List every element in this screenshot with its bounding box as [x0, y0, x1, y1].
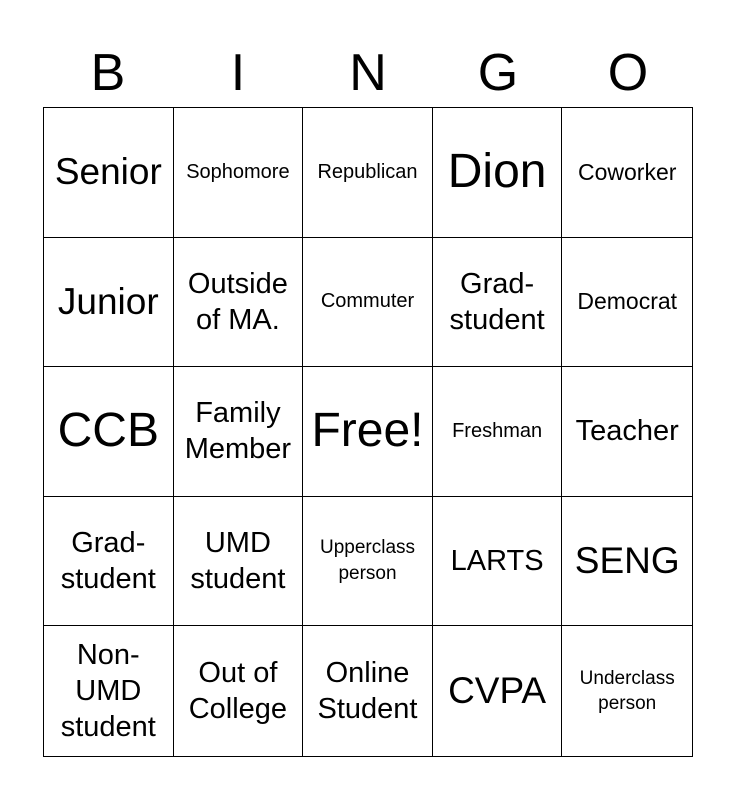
cell-label: Junior: [57, 281, 159, 323]
bingo-cell[interactable]: [44, 238, 174, 368]
cell-label: UMD student: [190, 526, 286, 596]
cell-label: Teacher: [575, 415, 679, 448]
bingo-header: [43, 40, 693, 106]
cell-label: CCB: [57, 404, 159, 458]
cell-label: Dion: [447, 144, 547, 198]
bingo-cell[interactable]: [174, 367, 304, 497]
bingo-cell[interactable]: [303, 497, 433, 627]
cell-label: Out of College: [188, 656, 288, 726]
cell-label: Democrat: [577, 288, 678, 315]
bingo-cell[interactable]: [174, 238, 304, 368]
cell-label: SENG: [574, 540, 680, 582]
cell-label: Family Member: [184, 397, 292, 466]
cell-label: LARTS: [450, 544, 544, 577]
bingo-cell[interactable]: [44, 497, 174, 627]
cell-label: Republican: [317, 160, 418, 183]
header-letter-b: B: [90, 44, 126, 102]
cell-label: Grad-student: [449, 267, 545, 336]
bingo-cell[interactable]: [174, 108, 304, 238]
cell-label: Freshman: [452, 419, 543, 442]
bingo-cell[interactable]: [303, 238, 433, 368]
cell-label: Upperclass person: [319, 537, 416, 585]
header-letter-g: G: [477, 44, 519, 102]
cell-label: CVPA: [448, 670, 547, 712]
bingo-cell[interactable]: [562, 108, 692, 238]
cell-label: Underclass person: [579, 667, 675, 715]
bingo-cell[interactable]: [433, 367, 563, 497]
header-letter-i: I: [230, 44, 246, 102]
free-space-cell[interactable]: [303, 367, 433, 497]
cell-label: Sophomore: [186, 160, 290, 183]
bingo-cell[interactable]: [303, 626, 433, 756]
bingo-cell[interactable]: [44, 367, 174, 497]
cell-label: Outside of MA.: [187, 267, 288, 336]
bingo-cell[interactable]: [174, 626, 304, 756]
bingo-cell[interactable]: [562, 497, 692, 627]
bingo-cell[interactable]: [562, 238, 692, 368]
bingo-cell[interactable]: [44, 108, 174, 238]
bingo-cell[interactable]: [433, 626, 563, 756]
bingo-board: [43, 107, 693, 757]
bingo-cell[interactable]: [433, 108, 563, 238]
cell-label: Grad-student: [60, 526, 156, 596]
bingo-cell[interactable]: [174, 497, 304, 627]
cell-label: Coworker: [577, 158, 677, 185]
cell-label: Commuter: [320, 290, 415, 313]
cell-label: Senior: [54, 151, 162, 193]
bingo-cell[interactable]: [433, 497, 563, 627]
header-letter-n: N: [349, 44, 387, 102]
bingo-cell[interactable]: [303, 108, 433, 238]
bingo-cell[interactable]: [44, 626, 174, 756]
cell-label: Online Student: [317, 656, 418, 726]
header-letter-o: O: [607, 44, 649, 102]
bingo-cell[interactable]: [433, 238, 563, 368]
bingo-cell[interactable]: [562, 367, 692, 497]
bingo-cell[interactable]: [562, 626, 692, 756]
free-space-label: Free!: [311, 404, 424, 458]
cell-label: Non-UMD student: [60, 638, 156, 744]
